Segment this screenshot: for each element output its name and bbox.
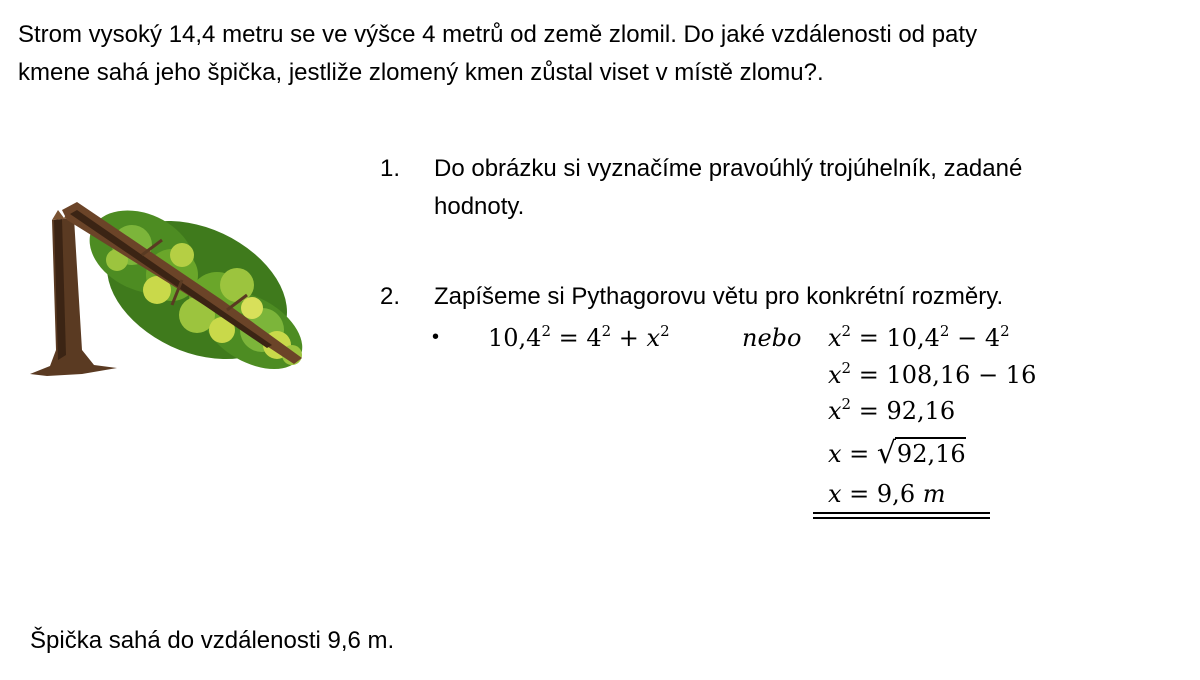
equation-rearranged [828,324,1010,352]
eq3-var: x [828,361,842,389]
eq6-unit: m [922,480,946,508]
eq6-rhs: = 9,6 [841,480,923,508]
step-1 [380,150,1140,230]
problem-line-1: Strom vysoký 14,4 metru se ve výšce 4 metrů od země zlomil. Do jaké vzdálenosti od paty [18,21,978,48]
eq2-exp: 2 [841,322,852,340]
broken-tree-illustration [22,180,322,385]
sqrt-expression [876,436,966,471]
result-double-underline [813,512,990,519]
eq1-var-exp: 2 [660,322,670,340]
step-2 [380,278,1140,318]
step-1-text-line-1: Do obrázku si vyznačíme pravoúhlý trojúhelník, zadané [434,155,1023,182]
final-answer: Špička sahá do vzdálenosti 9,6 m. [30,627,395,654]
problem-line-2: kmene sahá jeho špička, jestliže zlomený kmen zůstal viset v místě zlomu?. [18,59,824,86]
eq1-mid: = 4 [550,324,602,352]
eq1-var: x [646,324,661,352]
eq2-rhs-a: = 10,4 [851,324,940,352]
nebo-text: nebo [742,324,802,352]
eq2-var: x [828,324,842,352]
eq5-eq: = [841,440,877,468]
equation-pythagoras [488,324,670,352]
eq4-var: x [828,397,842,425]
eq2-rhs-b: − 4 [949,324,1001,352]
bullet: • [432,326,440,348]
eq3-rhs: = 108,16 − 16 [851,361,1037,389]
step-1-text-line-2: hodnoty. [434,193,525,220]
eq2-rhs-b-exp: 2 [1000,322,1010,340]
eq4-rhs: = 92,16 [851,397,956,425]
eq2-rhs-a-exp: 2 [939,322,950,340]
eq1-left: 10,4 [488,324,542,352]
eq6-var: x [828,480,842,508]
eq4-exp: 2 [841,395,852,413]
problem-statement [18,16,1188,92]
nebo-word [742,324,801,352]
equation-result [828,480,945,508]
eq1-mid-exp: 2 [601,322,612,340]
equation-square-root [828,436,966,471]
step-2-number: 2. [380,283,401,310]
eq3-exp: 2 [841,359,852,377]
equation-squared-values [828,361,1036,389]
equation-difference [828,397,955,425]
sqrt-sign: √ [876,436,897,471]
step-2-text: Zapíšeme si Pythagorovu větu pro konkrétní rozměry. [434,283,1004,310]
eq5-var: x [828,440,842,468]
eq1-plus: + [611,324,647,352]
sqrt-radicand: 92,16 [895,437,966,468]
eq1-left-exp: 2 [541,322,551,340]
step-1-number: 1. [380,155,401,182]
